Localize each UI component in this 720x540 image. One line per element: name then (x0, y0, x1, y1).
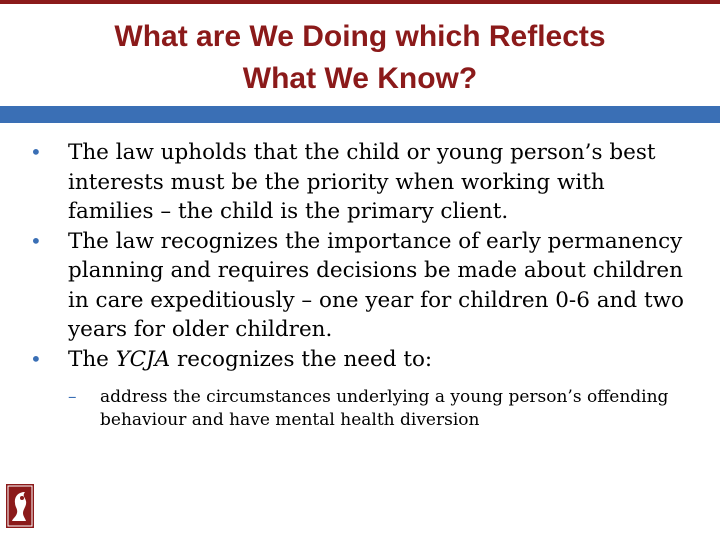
sub-bullet-marker: – (68, 387, 77, 407)
organization-logo-icon (6, 484, 34, 528)
sub-bullet-text: address the circumstances underlying a young person’s offending behaviour and have mental health diversion (100, 387, 669, 430)
bullet-item (30, 345, 690, 375)
bullet-text-italic: YCJA (115, 346, 171, 372)
bullet-item (30, 138, 690, 227)
bullet-item (30, 227, 690, 345)
bullet-text: The law recognizes the importance of early permanency planning and requires decisions be made about children in care expeditiously – one year for children 0-6 and two years for older children. (68, 228, 684, 342)
bullet-marker: • (30, 228, 42, 253)
bullet-marker: • (30, 346, 42, 371)
title-line-2: What We Know? (242, 62, 478, 95)
bullet-marker: • (30, 140, 42, 164)
bullet-text-prefix: The (68, 346, 116, 372)
sub-bullet-item (30, 386, 690, 432)
bullet-text: The law upholds that the child or young person’s best interests must be the priority when working with families – the child is the primary client. (68, 140, 656, 224)
title-divider-bar (0, 106, 720, 123)
bullet-text-suffix: recognizes the need to: (170, 346, 433, 372)
title-line-1: What are We Doing which Reflects (114, 20, 606, 53)
top-accent-rule (0, 0, 720, 4)
slide-body (30, 138, 690, 432)
slide-title (40, 16, 680, 100)
